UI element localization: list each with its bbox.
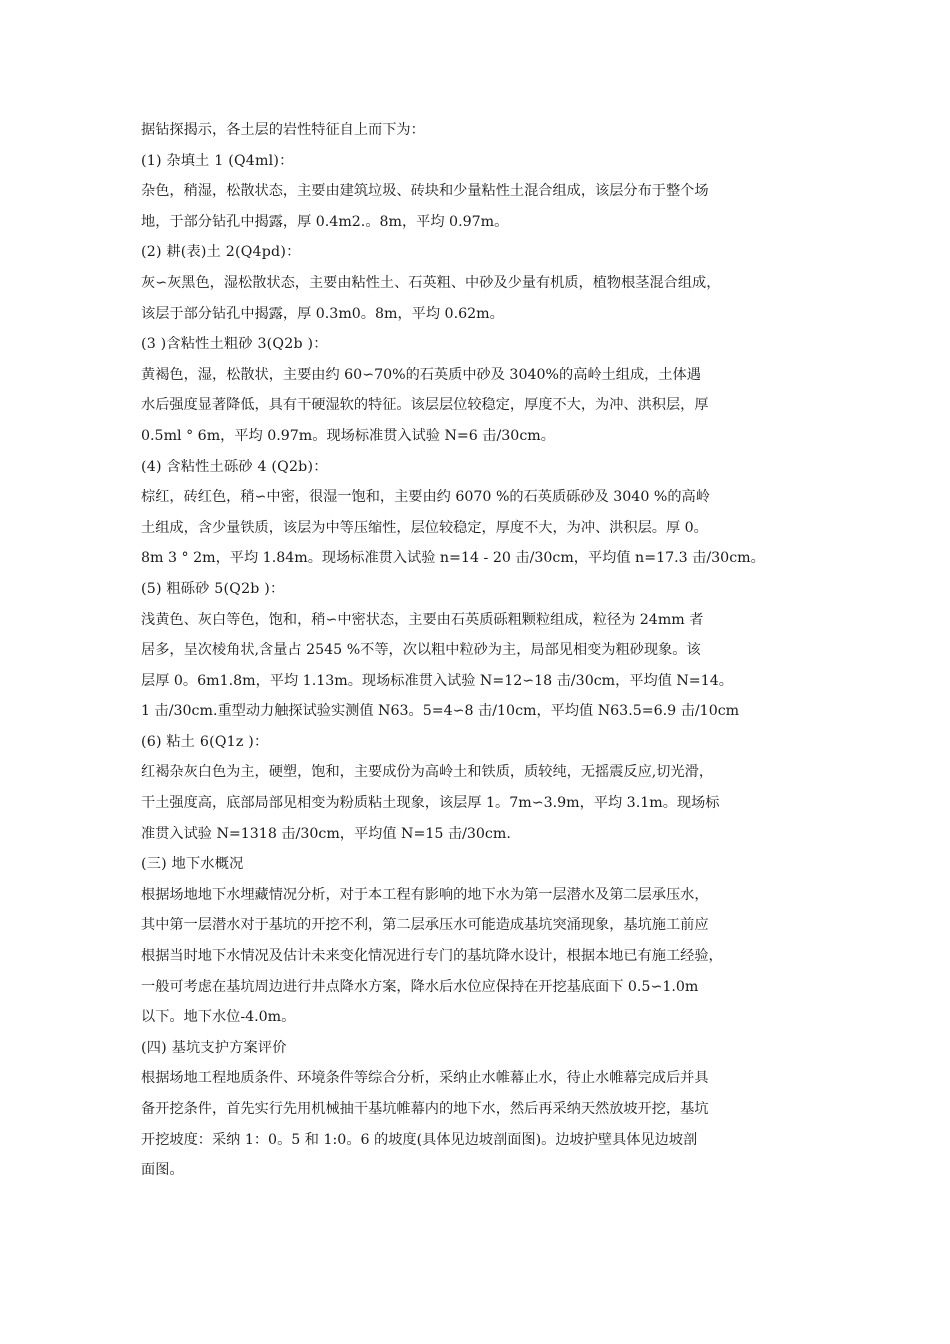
paragraph-line: 根据当时地下水情况及估计未来变化情况进行专门的基坑降水设计，根据本地已有施工经验， — [141, 948, 723, 965]
paragraph-line: 备开挖条件，首先实行先用机械抽干基坑帷幕内的地下水，然后再采纳天然放坡开挖，基坑 — [141, 1101, 709, 1117]
paragraph-line: 居多，呈次棱角状,含量占 2545 %不等，次以粗中粒砂为主，局部见相变为粗砂现象。该 — [141, 642, 701, 659]
paragraph-line: 开挖坡度：采纳 1：0。5 和 1:0。6 的坡度(具体见边坡剖面图)。边坡护壁具体见边坡剖 — [141, 1131, 698, 1148]
paragraph-line: 8m 3 ° 2m，平均 1.84m。现场标准贯入试验 n=14 - 20 击/30cm，平均值 n=17.3 击/30cm。 — [141, 550, 765, 567]
paragraph-line: 层厚 0。6m1.8m，平均 1.13m。现场标准贯入试验 N=12∽18 击/30cm，平均值 N=14。 — [141, 672, 733, 689]
paragraph-line: 杂色，稍湿，松散状态，主要由建筑垃圾、砖块和少量粘性土混合组成，该层分布于整个场 — [141, 183, 709, 200]
paragraph-line: 其中第一层潜水对于基坑的开挖不利，第二层承压水可能造成基坑突涌现象，基坑施工前应 — [141, 917, 709, 934]
paragraph-line: 该层于部分钻孔中揭露，厚 0.3m0。8m，平均 0.62m。 — [141, 305, 504, 322]
layer-1-heading: (1) 杂填土 1 (Q4ml)： — [141, 152, 294, 169]
layer-3-heading: (3 )含粘性土粗砂 3(Q2b )： — [141, 336, 328, 353]
paragraph-line: 黄褐色，湿，松散状，主要由约 60∽70%的石英质中砂及 3040%的高岭土组成，土体遇 — [141, 366, 701, 383]
document-body — [141, 120, 801, 1191]
paragraph-line: 浅黄色、灰白等色，饱和，稍∽中密状态，主要由石英质砾粗颗粒组成，粒径为 24mm 者 — [141, 611, 704, 628]
paragraph-line: 以下。地下水位-4.0m。 — [141, 1009, 296, 1026]
layer-2-heading: (2) 耕(表)土 2(Q4pd)： — [141, 244, 301, 261]
intro-line: 据钻探揭示，各土层的岩性特征自上而下为： — [141, 122, 425, 138]
paragraph-line: 干土强度高，底部局部见相变为粉质粘土现象，该层厚 1。7m∽3.9m，平均 3.1m。现场标 — [141, 795, 720, 812]
paragraph-line: 根据场地地下水埋藏情况分析，对于本工程有影响的地下水为第一层潜水及第二层承压水， — [141, 886, 709, 903]
paragraph-line: 水后强度显著降低，具有干硬湿软的特征。该层层位较稳定，厚度不大，为冲、洪积层，厚 — [141, 397, 709, 414]
paragraph-line: 准贯入试验 N=1318 击/30cm，平均值 N=15 击/30cm. — [141, 825, 511, 842]
paragraph-line: 棕红，砖红色，稍∽中密，很湿一饱和，主要由约 6070 %的石英质砾砂及 3040 %的高岭 — [141, 489, 710, 506]
support-plan-heading: (四) 基坑支护方案评价 — [141, 1039, 287, 1056]
paragraph-line: 土组成，含少量铁质，该层为中等压缩性，层位较稳定，厚度不大，为冲、洪积层。厚 0。 — [141, 519, 708, 536]
paragraph-line: 面图。 — [141, 1162, 184, 1179]
paragraph-line: 灰∽灰黑色，湿松散状态，主要由粘性土、石英粗、中砂及少量有机质，植物根茎混合组成， — [141, 274, 721, 291]
paragraph-line: 根据场地工程地质条件、环境条件等综合分析，采纳止水帷幕止水，待止水帷幕完成后并具 — [141, 1070, 709, 1087]
layer-4-heading: (4) 含粘性土砾砂 4 (Q2b)： — [141, 458, 328, 475]
layer-5-heading: (5) 粗砾砂 5(Q2b )： — [141, 580, 285, 597]
paragraph-line: 红褐杂灰白色为主，硬塑，饱和，主要成份为高岭土和铁质，质较纯，无摇震反应,切光滑， — [141, 764, 714, 781]
paragraph-line: 0.5ml ° 6m，平均 0.97m。现场标准贯入试验 N=6 击/30cm。 — [141, 427, 555, 444]
layer-6-heading: (6) 粘土 6(Q1z )： — [141, 733, 269, 750]
paragraph-line: 地，于部分钻孔中揭露，厚 0.4m2.。8m，平均 0.97m。 — [141, 213, 509, 230]
groundwater-heading: (三) 地下水概况 — [141, 856, 244, 873]
paragraph-line: 一般可考虑在基坑周边进行井点降水方案，降水后水位应保持在开挖基底面下 0.5∽1.0m — [141, 978, 699, 995]
paragraph-line: 1 击/30cm.重型动力触探试验实测值 N63。5=4∽8 击/10cm，平均值 N63.5=6.9 击/10cm — [141, 703, 740, 720]
